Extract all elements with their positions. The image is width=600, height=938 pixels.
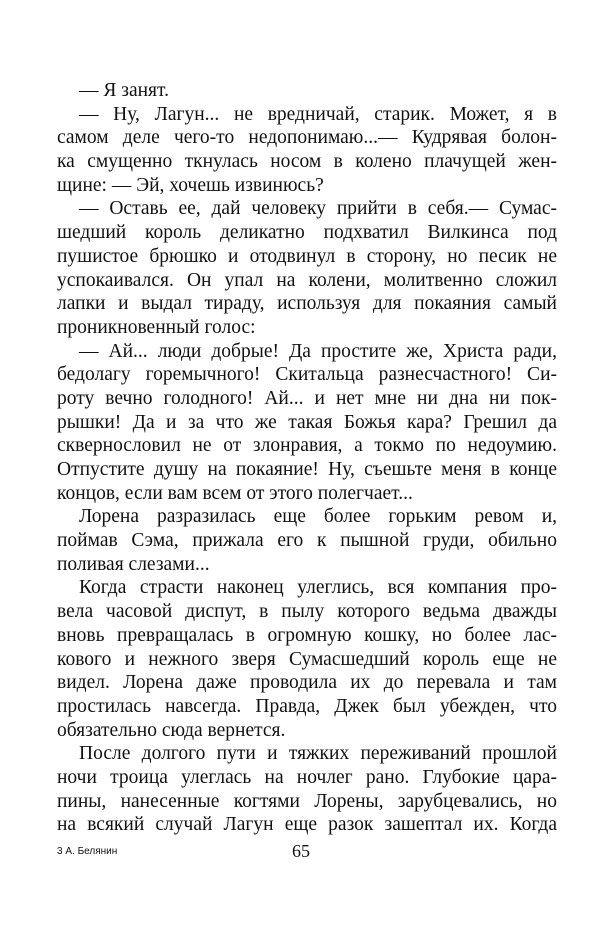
- text-line-content: бедолагу горемычного! Скитальца разнесчастного! Си-: [57, 364, 557, 386]
- text-line-content: проникновенный голос:: [57, 316, 256, 338]
- text-line: [57, 553, 557, 577]
- text-line: [57, 340, 557, 364]
- text-line: [57, 269, 557, 293]
- page-number: 65: [292, 841, 310, 861]
- text-line-content: Лорена разразилась еще более горьким ревом и,: [79, 506, 557, 528]
- text-line: [57, 292, 557, 316]
- text-line: [57, 648, 557, 672]
- text-line-content: рышки! Да и за что же такая Божья кара? Грешил да: [57, 411, 557, 433]
- text-line-content: ка смущенно ткнулась носом в колено плачущей жен-: [57, 151, 557, 173]
- text-line-content: щине: — Эй, хочешь извинюсь?: [57, 174, 324, 196]
- text-line-content: — Оставь ее, дай человеку прийти в себя.— Сумас-: [79, 198, 557, 220]
- text-line: [57, 813, 557, 837]
- text-line-content: сквернословил не от злонравия, а токмо по недоумию.: [57, 435, 557, 457]
- text-line-content: обязательно сюда вернется.: [57, 719, 286, 741]
- text-line: [57, 221, 557, 245]
- text-line-content: успокаивался. Он упал на колени, молитвенно сложил: [57, 269, 557, 291]
- text-line-content: — Ну, Лагун... не вредничай, старик. Может, я в: [79, 103, 557, 125]
- text-line: [57, 790, 557, 814]
- text-line-content: поливая слезами...: [57, 553, 210, 575]
- text-line-content: роту вечно голодного! Ай... и нет мне ни дна ни пок-: [57, 387, 557, 409]
- text-line: [57, 434, 557, 458]
- text-line-content: После долгого пути и тяжких переживаний прошлой: [79, 743, 557, 765]
- text-line-content: видел. Лорена даже проводила их до перевала и там: [57, 672, 557, 694]
- footer-signature: 3 А. Белянин: [57, 846, 118, 857]
- text-line: [57, 458, 557, 482]
- text-line: [57, 529, 557, 553]
- text-line: [57, 719, 557, 743]
- text-line: [57, 150, 557, 174]
- text-line: [57, 624, 557, 648]
- text-line-content: вела часовой диспут, в пылу которого ведьма дважды: [57, 601, 557, 623]
- text-line-content: шедший король деликатно подхватил Вилкинса под: [57, 222, 557, 244]
- text-line: [57, 671, 557, 695]
- text-line-content: вновь превращалась в огромную кошку, но более лас-: [57, 624, 557, 646]
- text-line-content: лапки и выдал тираду, используя для покаяния самый: [57, 293, 557, 315]
- text-line: [57, 387, 557, 411]
- text-line-content: — Я занят.: [79, 80, 169, 101]
- text-line: [57, 103, 557, 127]
- text-line: [57, 600, 557, 624]
- text-line: [57, 197, 557, 221]
- text-line-content: на всякий случай Лагун еще разок зашептал их. Когда: [57, 814, 557, 836]
- text-line: [57, 126, 557, 150]
- text-line-content: концов, если вам всем от этого полегчает...: [57, 482, 413, 504]
- text-line-content: пины, нанесенные когтями Лорены, зарубцевались, но: [57, 790, 557, 812]
- page-body-text: [57, 79, 557, 837]
- text-line-content: кового и нежного зверя Сумасшедший король еще не: [57, 648, 557, 670]
- text-line-content: ночи троица улеглась на ночлег рано. Глубокие цара-: [57, 766, 557, 788]
- text-line: [57, 695, 557, 719]
- text-line-content: — Ай... люди добрые! Да простите же, Христа ради,: [79, 340, 557, 362]
- text-line: [57, 482, 557, 506]
- text-line: [57, 576, 557, 600]
- text-line: [57, 79, 557, 103]
- text-line-content: самом деле чего-то недопонимаю...— Кудрявая болон-: [57, 127, 557, 149]
- text-line: [57, 245, 557, 269]
- text-line-content: пушистое брюшко и отодвинул в сторону, но песик не: [57, 245, 557, 267]
- text-line-content: простилась навсегда. Правда, Джек был убежден, что: [57, 695, 557, 717]
- text-line: [57, 363, 557, 387]
- text-line: [57, 411, 557, 435]
- text-line-content: Когда страсти наконец улеглись, вся компания про-: [79, 577, 557, 599]
- text-line: [57, 505, 557, 529]
- text-line-content: поймав Сэма, прижала его к пышной груди, обильно: [57, 530, 557, 552]
- text-line: [57, 174, 557, 198]
- text-line: [57, 766, 557, 790]
- text-line: [57, 316, 557, 340]
- text-line: [57, 742, 557, 766]
- text-line-content: Отпустите душу на покаяние! Ну, съешьте меня в конце: [57, 459, 557, 480]
